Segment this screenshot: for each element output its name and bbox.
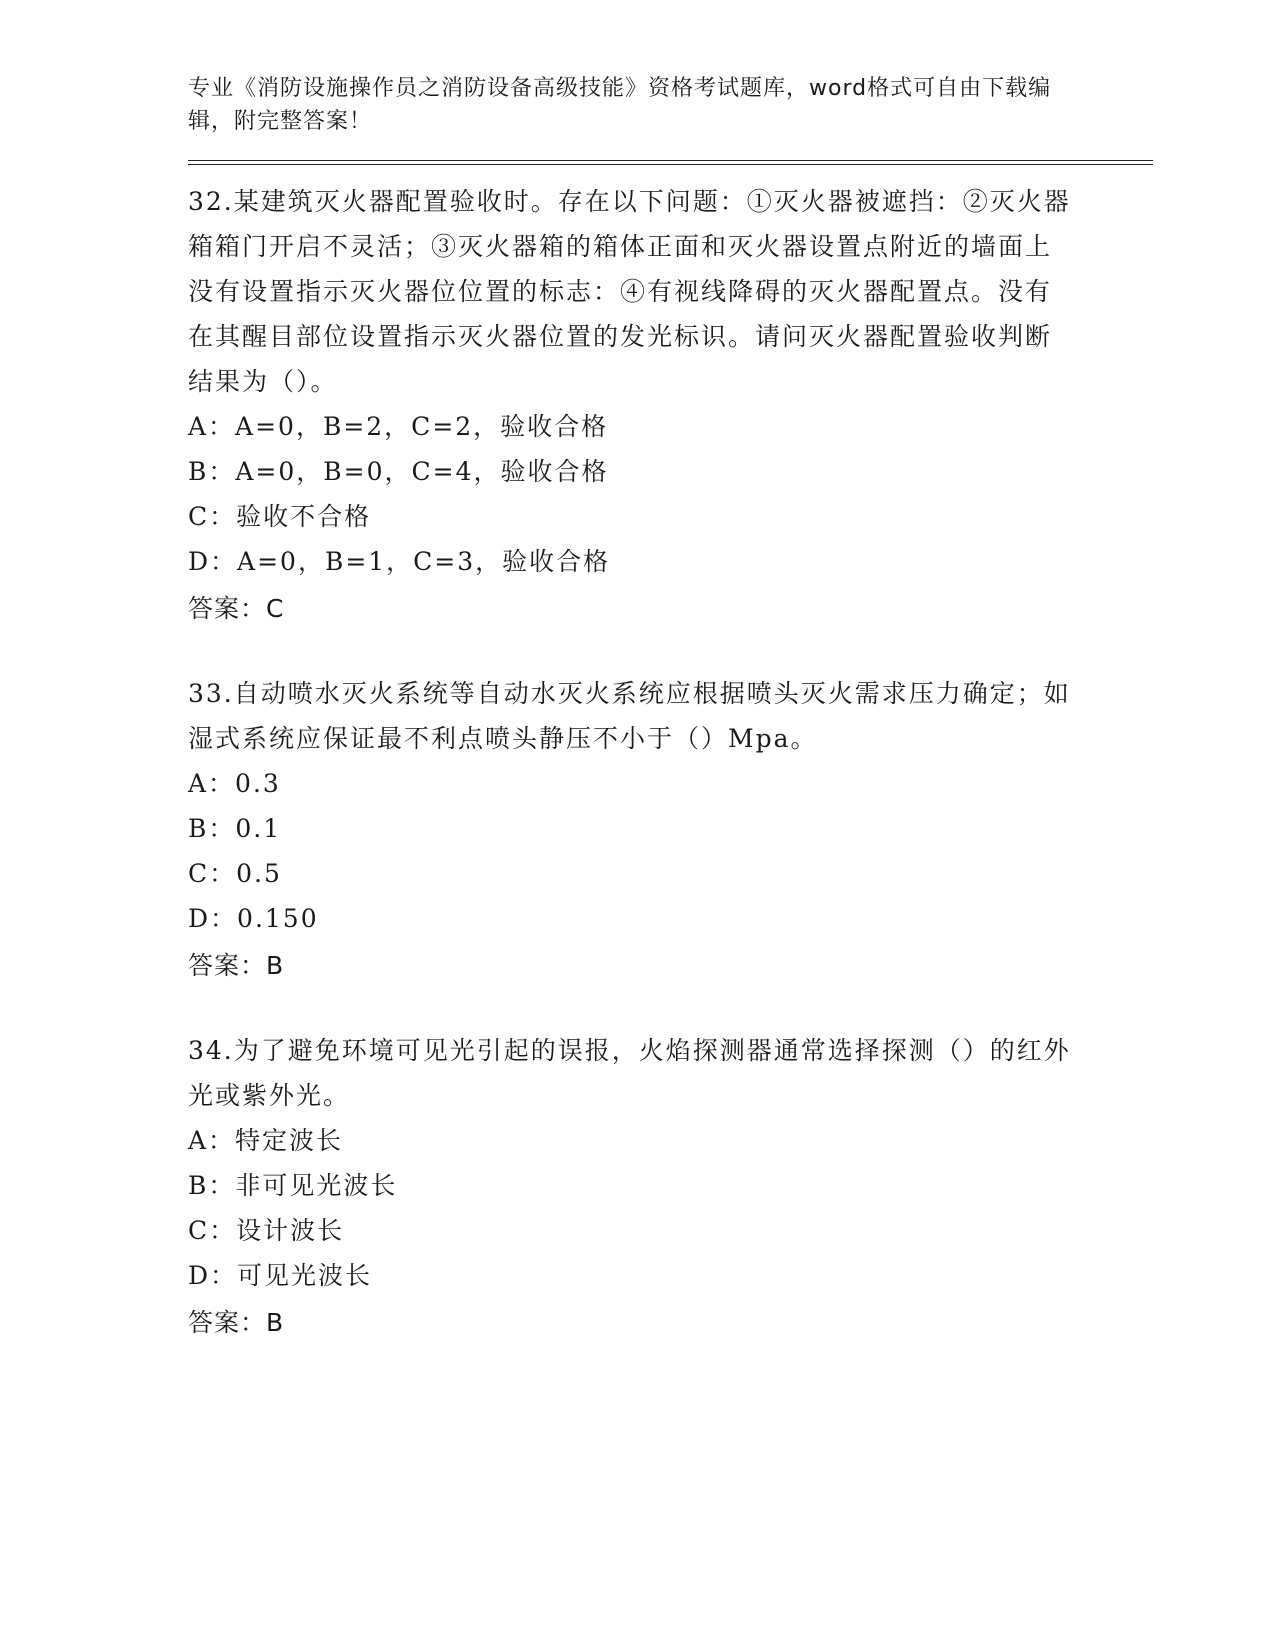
- document-header: 专业《消防设施操作员之消防设备高级技能》资格考试题库，word格式可自由下载编辑，附完整答案！: [188, 76, 1052, 134]
- option-c: C：验收不合格: [188, 502, 372, 531]
- option-d: D：A=0，B=1，C=3，验收合格: [188, 547, 611, 576]
- option-b: B：非可见光波长: [188, 1171, 398, 1200]
- option-c: C：0.5: [188, 859, 282, 888]
- question-stem: 32.某建筑灭火器配置验收时。存在以下问题：①灭火器被遮挡：②灭火器箱箱门开启不灵活；③灭火器箱的箱体正面和灭火器设置点附近的墙面上没有设置指示灭火器位位置的标志：④有视线降碍的灭火器配置点。没有在其醒目部位设置指示灭火器位置的发光标识。请问灭火器配置验收判断结果为（）。: [188, 187, 1071, 396]
- answer-line: 答案：B: [188, 951, 285, 980]
- answer-line: 答案：C: [188, 594, 285, 623]
- option-a: A：特定波长: [188, 1126, 344, 1155]
- header-double-rule: [188, 160, 1153, 165]
- option-list: [188, 404, 1153, 584]
- question-stem: 34.为了避免环境可见光引起的误报，火焰探测器通常选择探测（）的红外光或紫外光。: [188, 1036, 1071, 1110]
- option-list: [188, 761, 1153, 941]
- option-b: B：A=0，B=0，C=4，验收合格: [188, 457, 609, 486]
- document-page: [188, 72, 1153, 1345]
- option-b: B：0.1: [188, 814, 282, 843]
- answer-line: 答案：B: [188, 1308, 285, 1337]
- option-d: D：可见光波长: [188, 1261, 373, 1290]
- option-c: C：设计波长: [188, 1216, 345, 1245]
- option-a: A：0.3: [188, 769, 281, 798]
- question-32: [188, 179, 1153, 631]
- option-a: A：A=0，B=2，C=2，验收合格: [188, 412, 609, 441]
- question-33: [188, 671, 1153, 988]
- option-d: D：0.150: [188, 904, 319, 933]
- question-stem: 33.自动喷水灭火系统等自动水灭火系统应根据喷头灭火需求压力确定；如湿式系统应保证最不利点喷头静压不小于（）Mpa。: [188, 679, 1071, 753]
- question-34: [188, 1028, 1153, 1345]
- option-list: [188, 1118, 1153, 1298]
